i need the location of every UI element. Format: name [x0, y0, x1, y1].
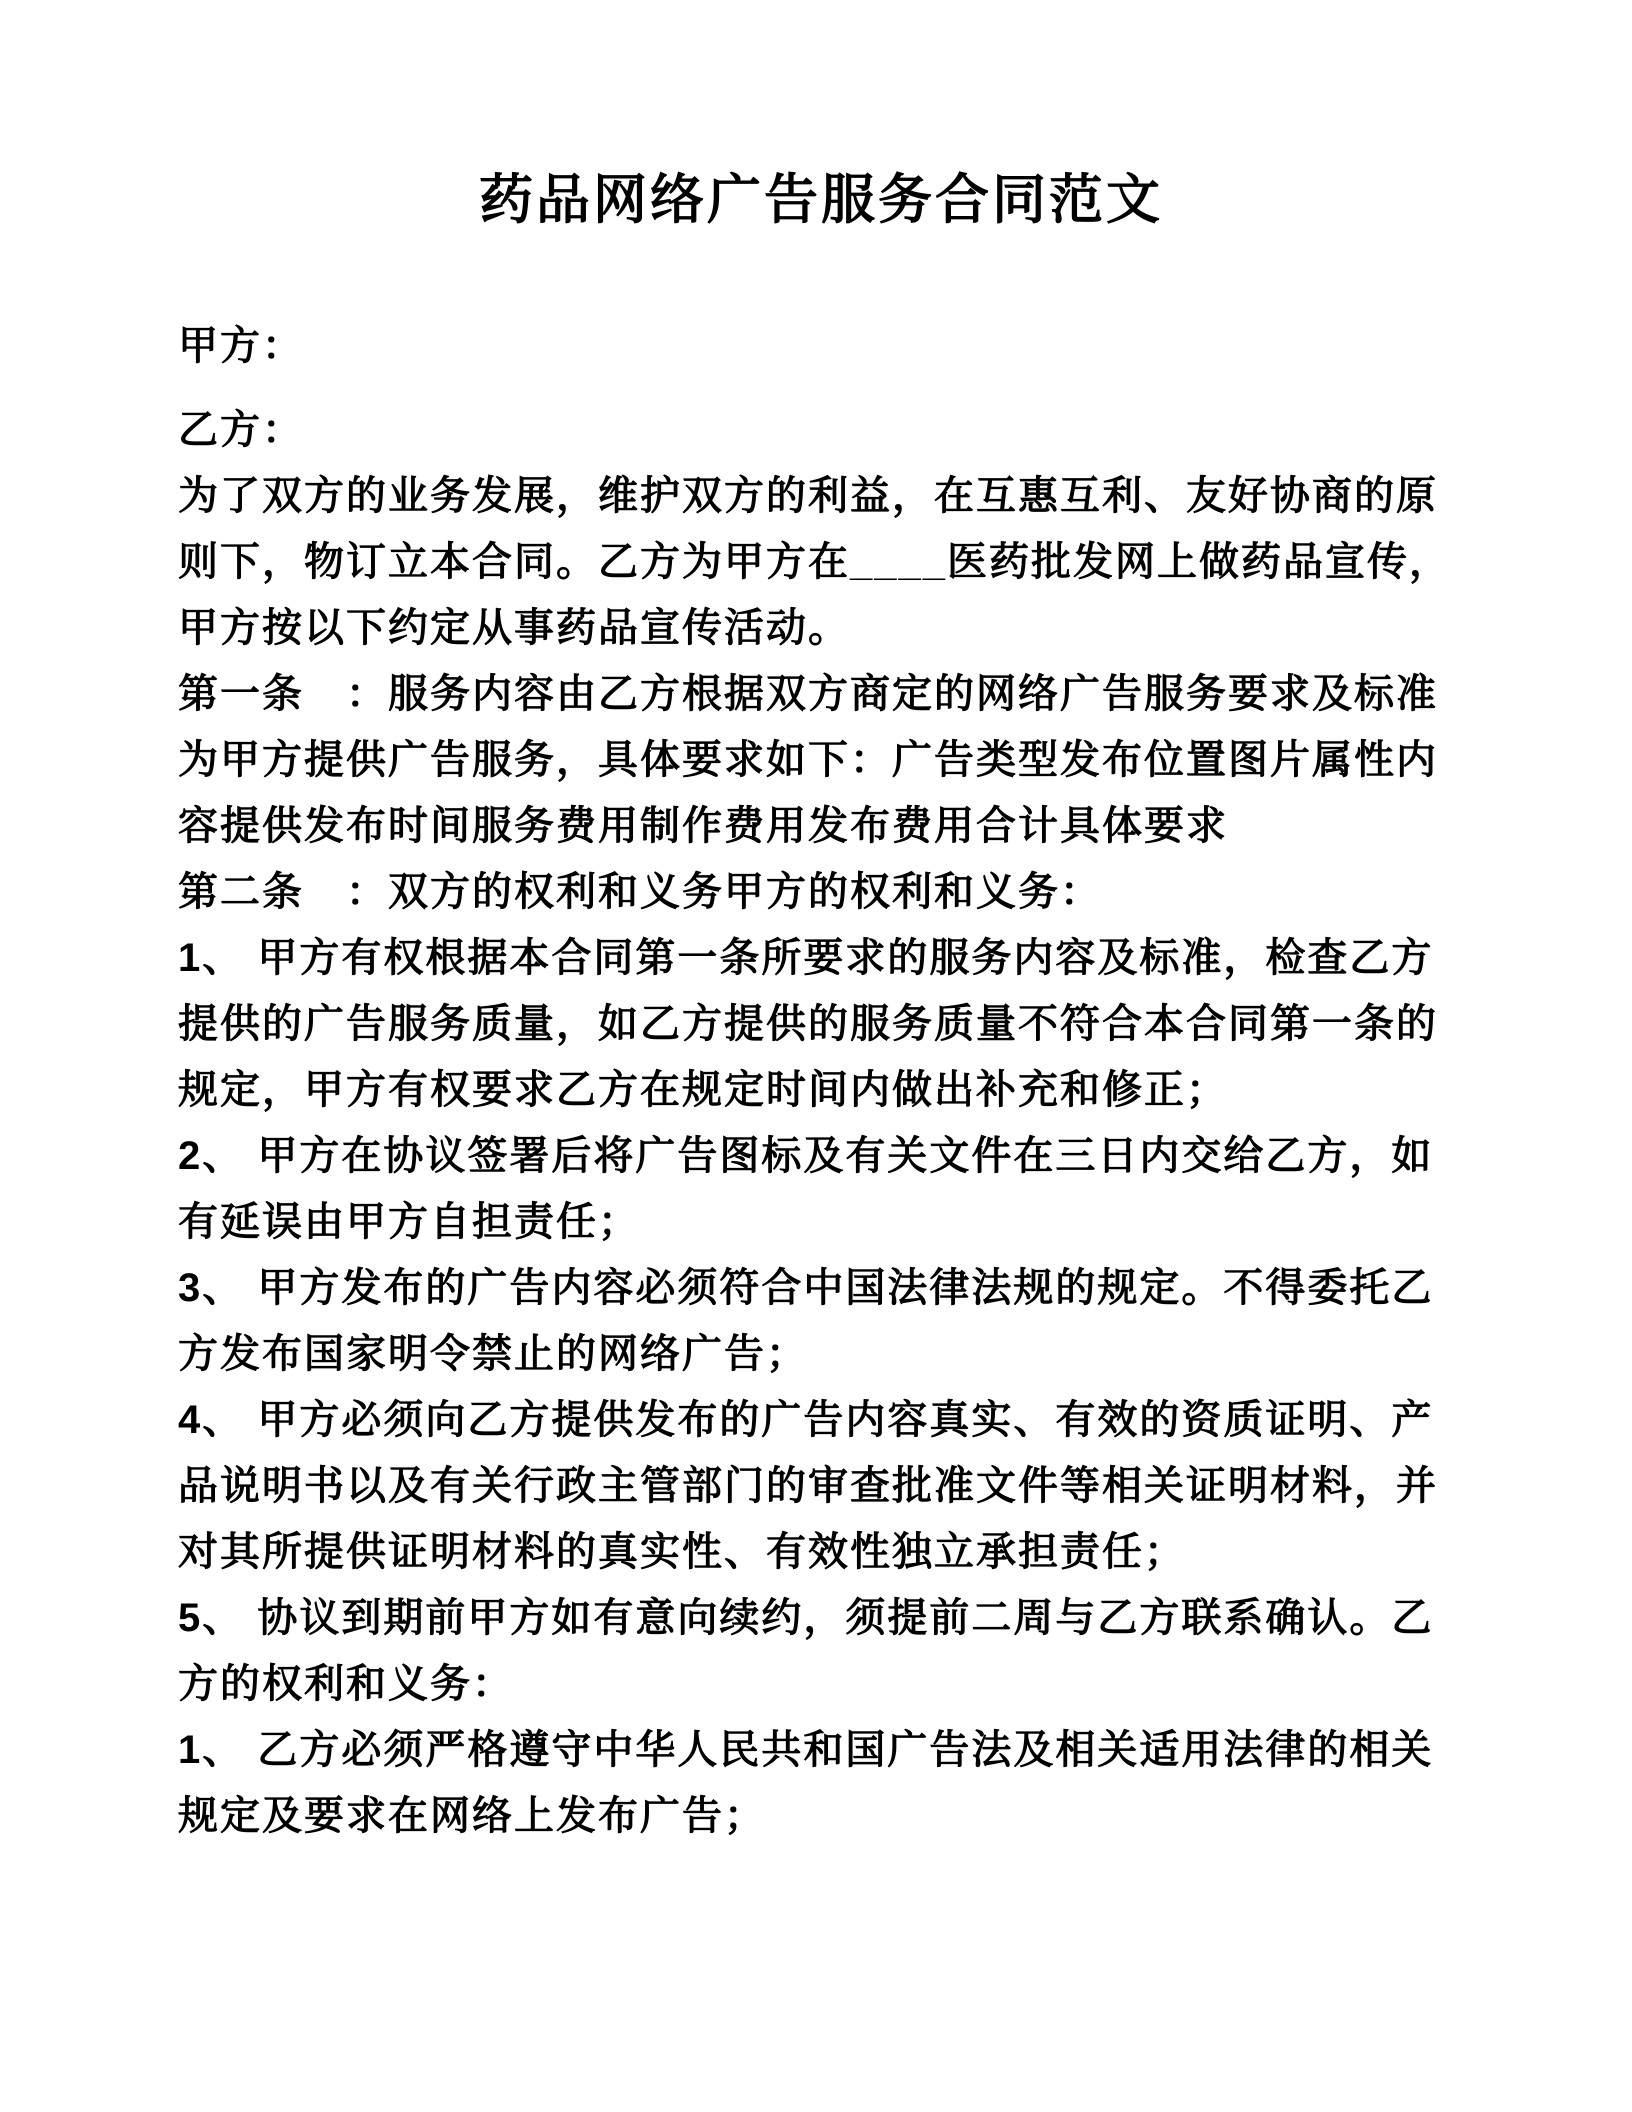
paragraph: 甲方： — [178, 324, 304, 368]
paragraph: 第二条 ：双方的权利和义务甲方的权利和义务： — [178, 870, 1102, 914]
paragraph: 3、 甲方发布的广告内容必须符合中国法律法规的规定。不得委托乙方发布国家明令禁止的网络广告； — [178, 1266, 1434, 1376]
paragraph: 4、 甲方必须向乙方提供发布的广告内容真实、有效的资质证明、产品说明书以及有关行政主管部门的审查批准文件等相关证明材料，并对其所提供证明材料的真实性、有效性独立承担责任； — [178, 1398, 1438, 1574]
paragraph: 5、 协议到期前甲方如有意向续约，须提前二周与乙方联系确认。乙方的权利和义务： — [178, 1596, 1434, 1706]
paragraph: 为了双方的业务发展，维护双方的利益，在互惠互利、友好协商的原则下，物订立本合同。乙方为甲方在____医药批发网上做药品宣传，甲方按以下约定从事药品宣传活动。 — [178, 474, 1451, 650]
paragraph: 2、 甲方在协议签署后将广告图标及有关文件在三日内交给乙方，如有延误由甲方自担责任； — [178, 1134, 1434, 1244]
paragraph: 1、 甲方有权根据本合同第一条所要求的服务内容及标准，检查乙方提供的广告服务质量，如乙方提供的服务质量不符合本合同第一条的规定，甲方有权要求乙方在规定时间内做出补充和修正； — [178, 936, 1438, 1112]
document-content — [178, 165, 1464, 1849]
document-title: 药品网络广告服务合同范文 — [479, 170, 1163, 230]
paragraph: 乙方： — [178, 408, 304, 452]
paragraph: 1、 乙方必须严格遵守中华人民共和国广告法及相关适用法律的相关规定及要求在网络上发布广告； — [178, 1728, 1434, 1838]
paragraph: 第一条 ：服务内容由乙方根据双方商定的网络广告服务要求及标准为甲方提供广告服务，具体要求如下：广告类型发布位置图片属性内容提供发布时间服务费用制作费用发布费用合计具体要求 — [178, 672, 1438, 848]
document-body — [178, 313, 1464, 1849]
